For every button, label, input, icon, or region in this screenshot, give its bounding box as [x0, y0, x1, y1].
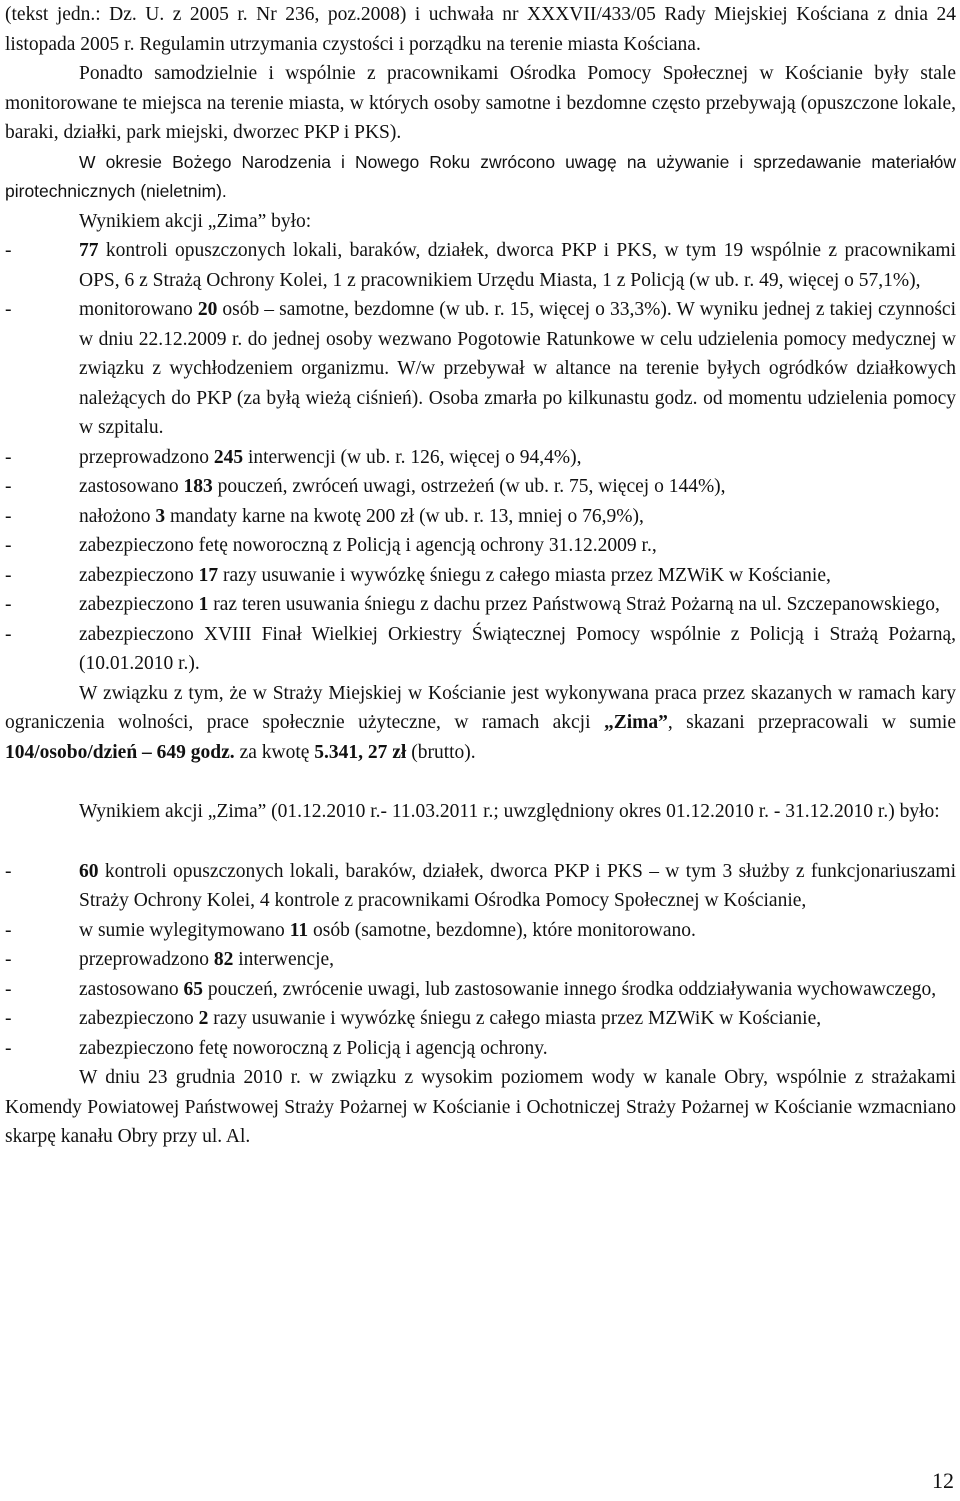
list-item: - 77 kontroli opuszczonych lokali, baraków, działek, dworca PKP i PKS, w tym 19 wspólnie z pracownikami OPS, 6 z Strażą Ochrony Kolei, 1 z pracownikiem Urzędu Miasta, 1 z Policją (w ub. r. 49, więcej o 57,1%), — [5, 240, 956, 291]
list-item: - zabezpieczono 2 razy usuwanie i wywózkę śniegu z całego miasta przez MZWiK w Kościanie, — [5, 1008, 822, 1029]
page-number: 12 — [932, 1468, 954, 1493]
paragraph-zima-results-intro: Wynikiem akcji „Zima” było: — [79, 210, 312, 232]
list-item: - w sumie wylegitymowano 11 osób (samotne, bezdomne), które monitorowano. — [5, 919, 696, 941]
paragraph-community-work: W związku z tym, że w Straży Miejskiej w Kościanie jest wykonywana praca przez skazanych w ramach kary ograniczenia wolności, prace społecznie użyteczne, w ramach akcji „Zima”, skazani przepracowali w sumie 104/osobo/dzień – 649 godz. za kwotę 5.341, 27 zł (brutto). — [5, 682, 956, 763]
paragraph-legal-basis: (tekst jedn.: Dz. U. z 2005 r. Nr 236, poz.2008) i uchwała nr XXXVII/433/05 Rady Miejskiej Kościana z dnia 24 listopada 2005 r. Regulamin utrzymania czystości i porządku na terenie miasta Kościana. — [5, 4, 956, 55]
list-item: - 60 kontroli opuszczonych lokali, baraków, działek, dworca PKP i PKS – w tym 3 służby z funkcjonariuszami Straży Ochrony Kolei, 4 kontrole z pracownikami Ośrodka Pomocy Społecznej w Kościanie, — [5, 860, 956, 911]
list-item: - monitorowano 20 osób – samotne, bezdomne (w ub. r. 15, więcej o 33,3%). W wyniku jednej z takiej czynności w dniu 22.12.2009 r. do jednej osoby wezwano Pogotowie Ratunkowe w celu udzielenia pomocy medycznej w związku z wychłodzeniem organizmu. W/w przebywał w altance na terenie byłych ogródków działkowych należących do PKP (za byłą wieżą ciśnień). Osoba zmarła po kilkunastu godz. od momentu udzielenia pomocy w szpitalu. — [5, 299, 956, 438]
list-item: - zabezpieczono fetę noworoczną z Policją i agencją ochrony 31.12.2009 r., — [5, 535, 657, 556]
list-item: - zabezpieczono 17 razy usuwanie i wywózkę śniegu z całego miasta przez MZWiK w Kościanie, — [5, 564, 831, 586]
list-item: - zastosowano 65 pouczeń, zwrócenie uwagi, lub zastosowanie innego środka oddziaływania wychowawczego, — [5, 978, 937, 1000]
list-item: - zabezpieczono fetę noworoczną z Policją i agencją ochrony. — [5, 1037, 548, 1059]
zima-2009-list — [5, 236, 956, 679]
list-item: - przeprowadzono 245 interwencji (w ub. r. 126, więcej o 94,4%), — [5, 446, 582, 468]
paragraph-pyrotechnics: W okresie Bożego Narodzenia i Nowego Roku zwrócono uwagę na używanie i sprzedawanie materiałów pirotechnicznych (nieletnim). — [5, 151, 956, 201]
list-item: - zastosowano 183 pouczeń, zwróceń uwagi, ostrzeżeń (w ub. r. 75, więcej o 144%), — [5, 476, 726, 497]
paragraph-flood-protection: W dniu 23 grudnia 2010 r. w związku z wysokim poziomem wody w kanale Obry, wspólnie z strażakami Komendy Powiatowej Państwowej Straży Pożarnej w Kościanie i Ochotniczej Straży Pożarnej w Kościanie wzmacniano skarpę kanału Obry przy ul. Al. — [5, 1067, 956, 1147]
paragraph-zima-2010-intro: Wynikiem akcji „Zima” (01.12.2010 r.- 11.03.2011 r.; uwzględniony okres 01.12.2010 r. - 31.12.2010 r.) było: — [79, 801, 940, 822]
list-item: - zabezpieczono XVIII Finał Wielkiej Orkiestry Świątecznej Pomocy wspólnie z Policją i Strażą Pożarną, (10.01.2010 r.). — [5, 623, 956, 674]
list-item: - nałożono 3 mandaty karne na kwotę 200 zł (w ub. r. 13, mniej o 76,9%), — [5, 505, 644, 527]
zima-2010-list — [5, 857, 956, 1064]
paragraph-monitoring: Ponadto samodzielnie i wspólnie z pracownikami Ośrodka Pomocy Społecznej w Kościanie były stale monitorowane te miejsca na terenie miasta, w których osoby samotne i bezdomne często przebywają (opuszczone lokale, baraki, działki, park miejski, dworzec PKP i PKS). — [5, 63, 956, 143]
list-item: - przeprowadzono 82 interwencje, — [5, 949, 335, 970]
list-item: - zabezpieczono 1 raz teren usuwania śniegu z dachu przez Państwową Straż Pożarną na ul. Szczepanowskiego, — [5, 594, 940, 615]
